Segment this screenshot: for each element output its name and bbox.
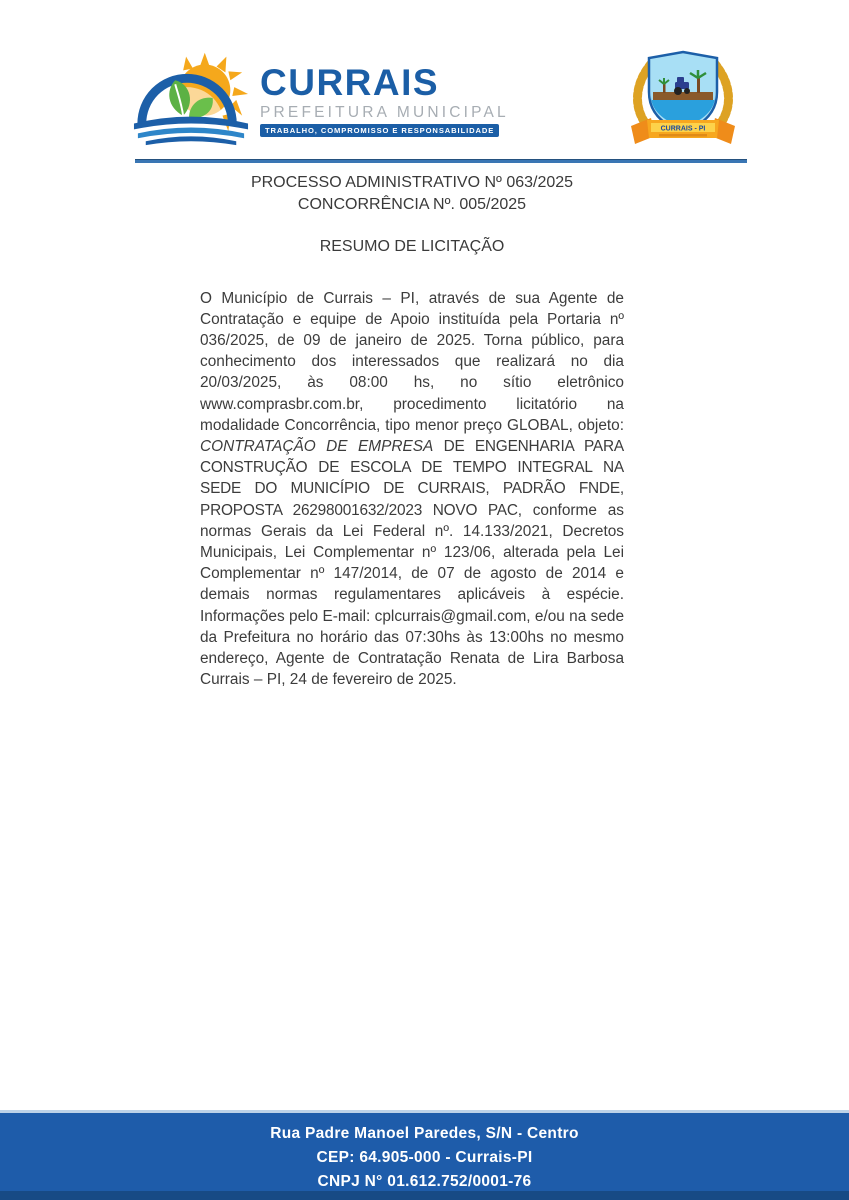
summary-paragraph: [200, 288, 624, 691]
document-content: [200, 172, 624, 690]
paragraph-segment-normal-1: O Município de Currais – PI, através de sua Agente de Contratação e equipe de Apoio instituída pela Portaria nº 036/2025, de 09 de janeiro de 2025. Torna público, para conhecimento dos interessados que realizará no dia 20/03/2025, às 08:00 hs, no sítio eletrônico www.comprasbr.com.br, procedimento licitatório na modalidade Concorrência, tipo menor preço GLOBAL, objeto:: [200, 289, 624, 434]
sun-leaves-logo-icon: [132, 46, 250, 146]
municipal-crest-icon: [617, 46, 749, 156]
logo-tagline-badge: TRABALHO, COMPROMISSO E RESPONSABILIDADE: [260, 124, 499, 137]
header-divider: [135, 159, 747, 163]
footer-cep: CEP: 64.905-000 - Currais-PI: [316, 1149, 533, 1166]
paragraph-segment-italic: CONTRATAÇÃO DE EMPRESA: [200, 437, 434, 455]
logo-subtitle: PREFEITURA MUNICIPAL: [260, 103, 509, 121]
footer: [0, 1110, 849, 1200]
logo-wordmark: CURRAIS: [260, 61, 440, 103]
header: [132, 46, 749, 156]
prefeitura-logo: [132, 46, 509, 146]
crest-caption: CURRAIS - PI: [660, 125, 706, 133]
bid-title: CONCORRÊNCIA Nº. 005/2025: [297, 195, 527, 213]
process-title: PROCESSO ADMINISTRATIVO Nº 063/2025: [250, 174, 574, 191]
footer-address: Rua Padre Manoel Paredes, S/N - Centro: [270, 1125, 579, 1142]
footer-cnpj: CNPJ N° 01.612.752/0001-76: [317, 1173, 532, 1190]
section-title: RESUMO DE LICITAÇÃO: [319, 238, 505, 255]
paragraph-segment-caps: DE ENGENHARIA PARA CONSTRUÇÃO DE ESCOLA DE TEMPO INTEGRAL NA SEDE DO MUNICÍPIO DE CURRAIS, PADRÃO FNDE, PROPOSTA 26298001632/2023 NOVO PAC,: [200, 437, 624, 519]
logo-text-block: [260, 61, 509, 137]
paragraph-segment-normal-2: conforme as normas Gerais da Lei Federal nº. 14.133/2021, Decretos Municipais, Lei Complementar nº 123/06, alterada pela Lei Complementar nº 147/2014, de 07 de agosto de 2014 e demais normas regulamentares aplicáveis à espécie. Informações pelo E-mail: cplcurrais@gmail.com, e/ou na sede da Prefeitura no horário das 07:30hs às 13:00hs no mesmo endereço, Agente de Contratação Renata de Lira Barbosa Currais – PI, 24 de fevereiro de 2025.: [200, 501, 624, 689]
